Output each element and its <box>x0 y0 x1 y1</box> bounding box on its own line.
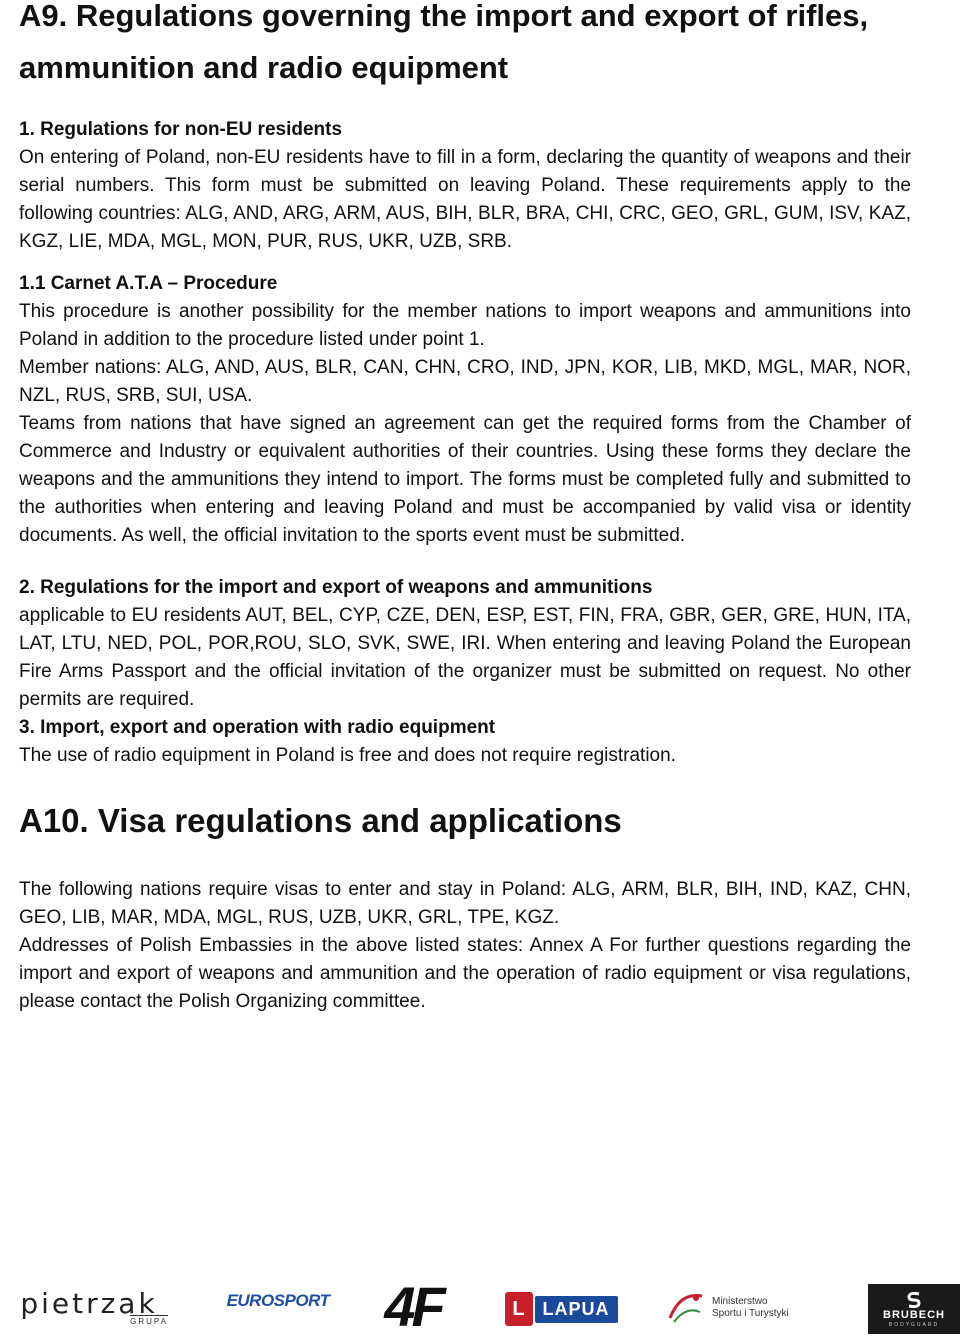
section-1-1-paragraph-1: This procedure is another possibility for the member nations to import weapons and ammunitions into Poland in addition to the procedure listed under point 1. <box>19 301 911 350</box>
section-1-heading: 1. Regulations for non-EU residents <box>19 119 343 140</box>
brubech-logo-subtext: BODYGUARD <box>888 1321 940 1328</box>
4f-logo-text: 4F <box>384 1274 442 1338</box>
pietrzak-logo <box>0 1286 178 1326</box>
a10-body <box>19 876 911 1016</box>
pietrzak-logo-text: pietrzak <box>20 1286 158 1320</box>
a9-title-line1: A9. Regulations governing the import and export of rifles, <box>19 0 869 33</box>
lapua-logo <box>498 1292 624 1326</box>
lapua-badge: L <box>505 1292 533 1326</box>
brubech-emblem-icon <box>903 1291 925 1309</box>
a9-title <box>19 0 911 94</box>
section-1-text: On entering of Poland, non-EU residents have to fill in a form, declaring the quantity of weapons and their serial numbers. This form must be submitted on leaving Poland. These requirements apply to the following countries: ALG, AND, ARG, ARM, AUS, BIH, BLR, BRA, CHI, CRC, GEO, GRL, GUM, ISV, KAZ, KGZ, LIE, MDA, MGL, MON, PUR, RUS, UKR, UZB, SRB. <box>19 147 911 252</box>
4f-logo <box>358 1274 468 1338</box>
brubech-logo-text: BRUBECH <box>883 1308 945 1321</box>
section-1 <box>19 116 911 256</box>
a10-title: A10. Visa regulations and applications <box>19 802 622 839</box>
a10-paragraph-2: Addresses of Polish Embassies in the above listed states: Annex A For further questions regarding the import and export of weapons and ammunition and the operation of radio equipment or visa regulations, please contact the Polish Organizing committee. <box>19 935 911 1012</box>
section-2-heading: 2. Regulations for the import and export of weapons and ammunitions <box>19 577 653 598</box>
section-1-1 <box>19 270 911 550</box>
brubech-logo <box>868 1284 960 1334</box>
section-1-1-heading: 1.1 Carnet A.T.A – Procedure <box>19 273 278 294</box>
ministry-logo <box>666 1286 816 1330</box>
lapua-logo-text: LAPUA <box>535 1296 618 1323</box>
ministry-emblem-icon <box>666 1288 706 1328</box>
section-2-text: applicable to EU residents AUT, BEL, CYP, CZE, DEN, ESP, EST, FIN, FRA, GBR, GER, GRE, HUN, ITA, LAT, LTU, NED, POL, POR,ROU, SLO, SVK, SWE, IRI. When entering and leaving Poland the European Fire Arms Passport and the official invitation of the organizer must be submitted on request. No other permits are required. <box>19 605 911 710</box>
ministry-logo-text: Ministerstwo Sportu i Turystyki <box>712 1296 789 1319</box>
section-2 <box>19 574 911 770</box>
pietrzak-logo-subtext: GRUPA <box>130 1317 168 1326</box>
eurosport-logo <box>226 1288 330 1314</box>
section-3-heading: 3. Import, export and operation with radio equipment <box>19 717 496 738</box>
section-1-1-paragraph-2: Member nations: ALG, AND, AUS, BLR, CAN, CHN, CRO, IND, JPN, KOR, LIB, MKD, MGL, MAR, NOR, NZL, RUS, SRB, SUI, USA. <box>19 357 911 406</box>
document-page <box>19 0 911 1016</box>
a9-title-line2: ammunition and radio equipment <box>19 50 509 85</box>
sponsor-logos <box>0 1272 960 1339</box>
a10-paragraph-1: The following nations require visas to enter and stay in Poland: ALG, ARM, BLR, BIH, IND, KAZ, CHN, GEO, LIB, MAR, MDA, MGL, RUS, UZB, UKR, GRL, TPE, KGZ. <box>19 879 911 928</box>
section-3-text: The use of radio equipment in Poland is free and does not require registration. <box>19 745 676 766</box>
eurosport-logo-text: EUROSPORT <box>226 1291 330 1310</box>
section-1-1-paragraph-3: Teams from nations that have signed an agreement can get the required forms from the Chamber of Commerce and Industry or equivalent authorities of their countries. Using these forms they declare the weapons and the ammunitions they intend to import. The forms must be completed fully and submitted to the authorities when entering and leaving Poland and must be accompanied by valid visa or identity documents. As well, the official invitation to the sports event must be submitted. <box>19 413 911 546</box>
